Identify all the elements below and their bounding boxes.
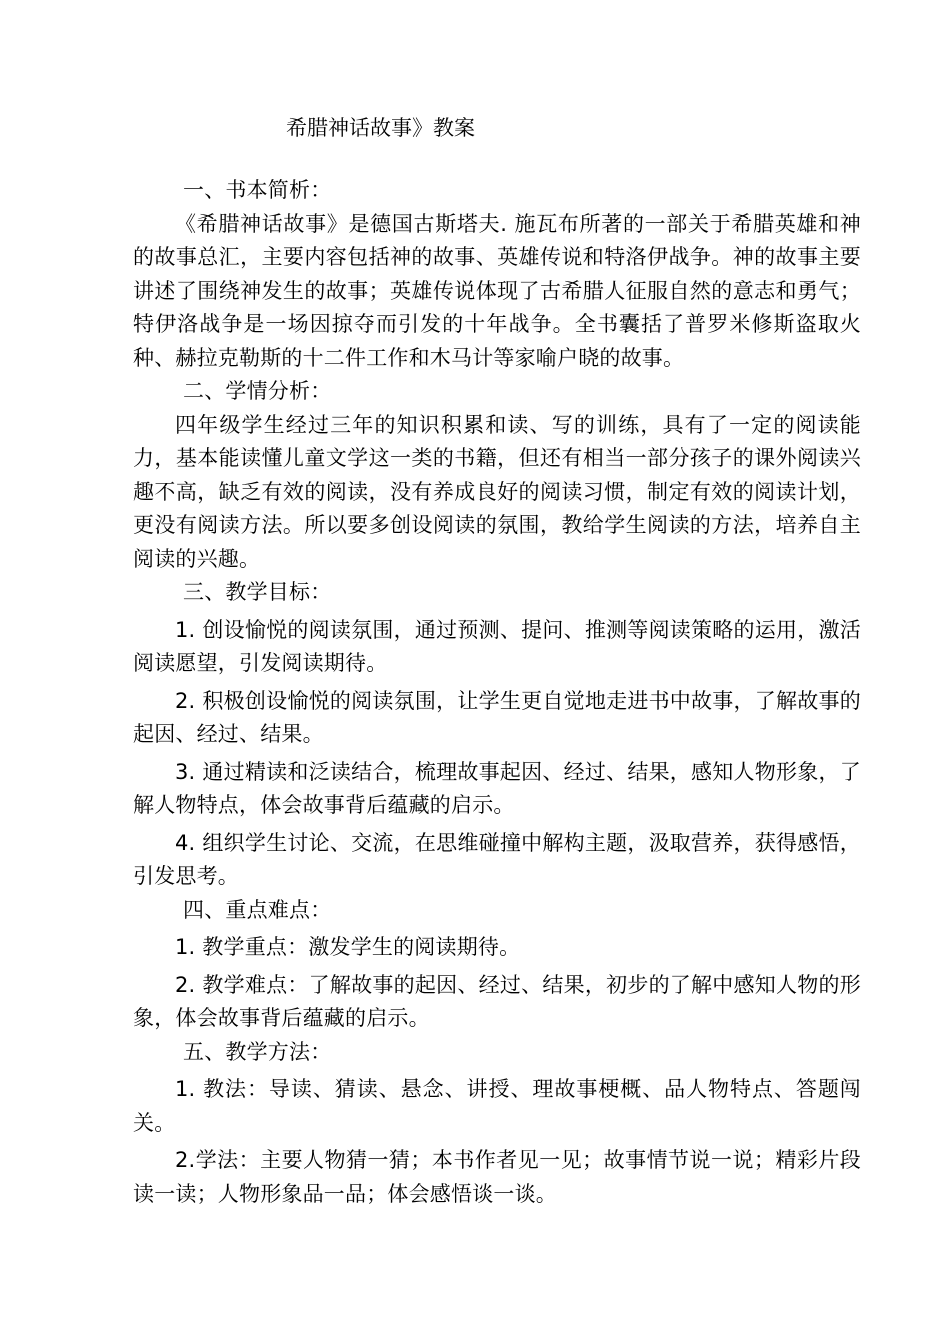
list-item-goal-2: 2. 积极创设愉悦的阅读氛围，让学生更自觉地走进书中故事，了解故事的起因、经过、结果。 bbox=[133, 688, 861, 746]
paragraph-student-analysis: 四年级学生经过三年的知识积累和读、写的训练，具有了一定的阅读能力，基本能读懂儿童文学这一类的书籍，但还有相当一部分孩子的课外阅读兴趣不高，缺乏有效的阅读，没有养成良好的阅读习惯，制定有效的阅读计划，更没有阅读方法。所以要多创设阅读的氛围，教给学生阅读的方法，培养自主阅读的兴趣。 bbox=[133, 412, 861, 571]
paragraph-book-summary: 《希腊神话故事》是德国古斯塔夫. 施瓦布所著的一部关于希腊英雄和神的故事总汇，主要内容包括神的故事、英雄传说和特洛伊战争。神的故事主要讲述了围绕神发生的故事；英雄传说体现了古希腊人征服自然的意志和勇气；特伊洛战争是一场因掠夺而引发的十年战争。全书囊括了普罗米修斯盗取火种、赫拉克勒斯的十二件工作和木马计等家喻户晓的故事。 bbox=[133, 211, 861, 370]
section-heading-book-analysis: 一、书本简析： bbox=[183, 178, 332, 202]
section-heading-student-analysis: 二、学情分析： bbox=[183, 379, 332, 403]
list-item-goal-3: 3. 通过精读和泛读结合，梳理故事起因、经过、结果，感知人物形象，了解人物特点，体会故事背后蕴藏的启示。 bbox=[133, 759, 861, 817]
list-item-teaching-method: 1. 教法：导读、猜读、悬念、讲授、理故事梗概、品人物特点、答题闯关。 bbox=[133, 1077, 861, 1135]
list-item-difficult-point: 2. 教学难点：了解故事的起因、经过、结果，初步的了解中感知人物的形象，体会故事背后蕴藏的启示。 bbox=[133, 972, 861, 1030]
section-heading-teaching-methods: 五、教学方法： bbox=[183, 1039, 332, 1064]
list-item-learning-method: 2.学法：主要人物猜一猜；本书作者见一见；故事情节说一说；精彩片段读一读；人物形象品一品；体会感悟谈一谈。 bbox=[133, 1148, 861, 1206]
section-heading-key-points: 四、重点难点： bbox=[183, 897, 332, 922]
document-title: 希腊神话故事》教案 bbox=[286, 116, 475, 140]
list-item-goal-1: 1. 创设愉悦的阅读氛围，通过预测、提问、推测等阅读策略的运用，激活阅读愿望，引发阅读期待。 bbox=[133, 617, 861, 675]
document-body bbox=[133, 174, 861, 1211]
list-item-goal-4: 4. 组织学生讨论、交流，在思维碰撞中解构主题，汲取营养，获得感悟，引发思考。 bbox=[133, 830, 861, 888]
section-heading-teaching-goals: 三、教学目标： bbox=[183, 580, 332, 604]
list-item-key-point: 1. 教学重点：激发学生的阅读期待。 bbox=[175, 935, 521, 959]
